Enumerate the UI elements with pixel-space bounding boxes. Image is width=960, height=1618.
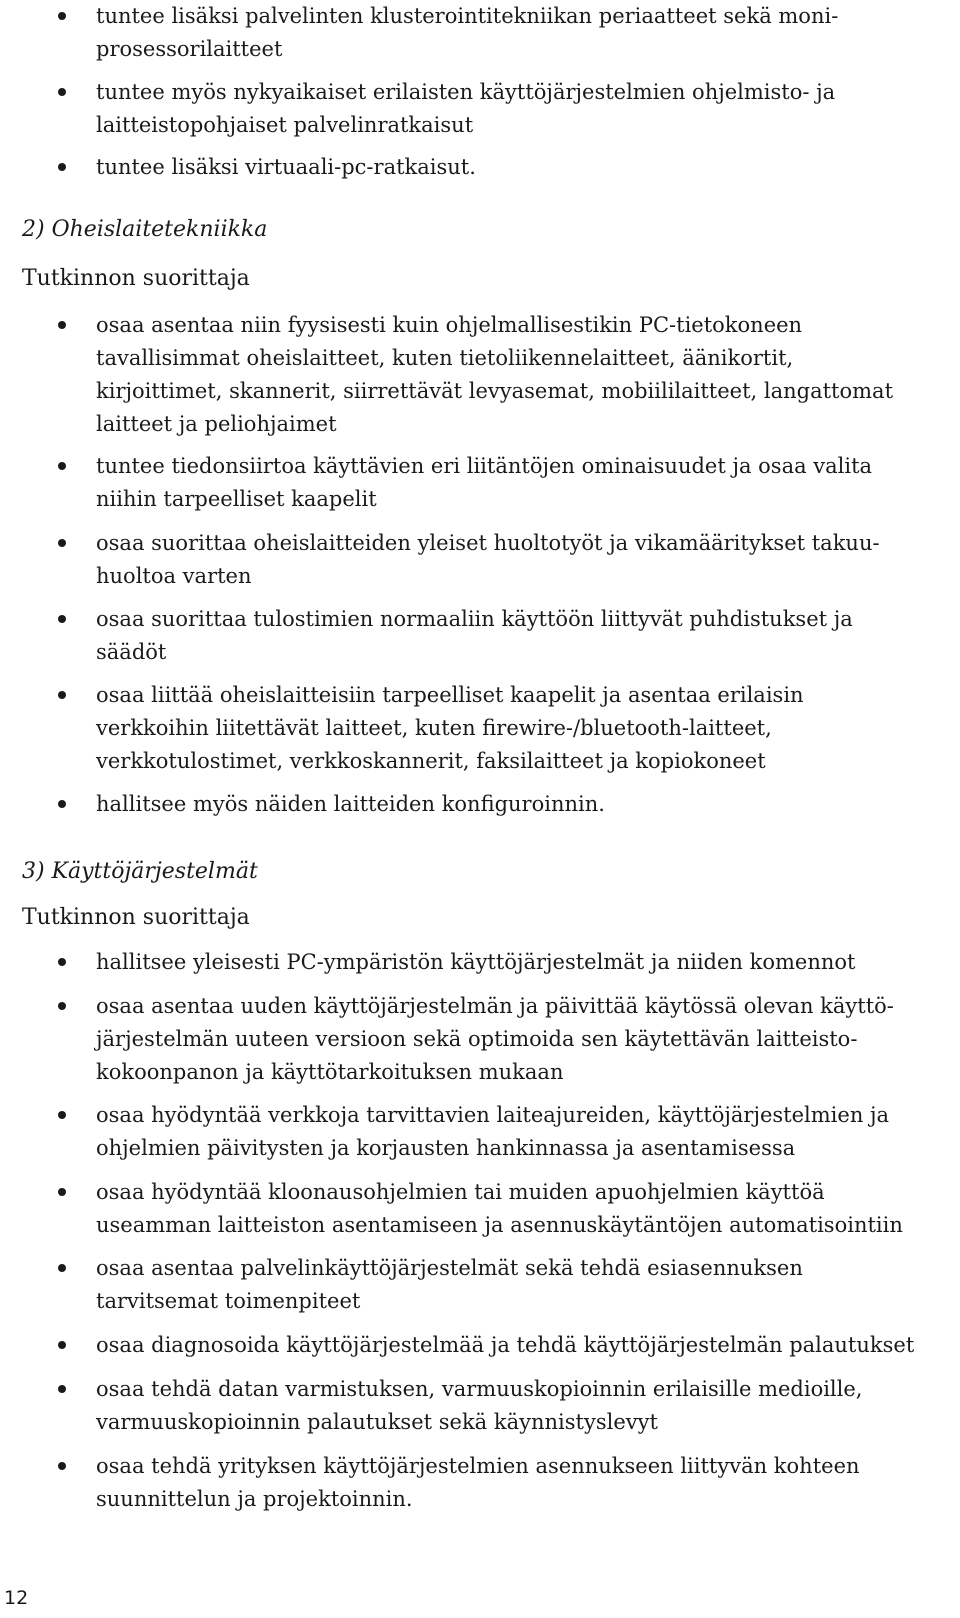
section-heading: 3) Käyttöjärjestelmät [22, 859, 258, 884]
list-item: osaa suorittaa tulostimien normaaliin käyttöön liittyvät puhdistukset ja säädöt [0, 603, 960, 669]
list-item: osaa hyödyntää kloonausohjelmien tai muiden apuohjelmien käyttöä useamman laitteiston asentamiseen ja asennuskäytäntöjen automatisointiin [0, 1176, 960, 1242]
list-item: tuntee lisäksi palvelinten klusterointitekniikan periaatteet sekä moni-prosessorilaitteet [0, 0, 960, 66]
list-item: osaa suorittaa oheislaitteiden yleiset huoltotyöt ja vikamääritykset takuu-huoltoa varten [0, 527, 960, 593]
section-subheading: Tutkinnon suorittaja [22, 905, 250, 930]
list-item: osaa diagnosoida käyttöjärjestelmää ja tehdä käyttöjärjestelmän palautukset [0, 1329, 960, 1362]
section-subheading: Tutkinnon suorittaja [22, 266, 250, 291]
list-item: hallitsee yleisesti PC-ympäristön käyttöjärjestelmät ja niiden komennot [0, 946, 960, 979]
section-heading: 2) Oheislaitetekniikka [22, 217, 268, 242]
list-item: osaa asentaa uuden käyttöjärjestelmän ja päivittää käytössä olevan käyttö-järjestelmän uuteen versioon sekä optimoida sen käytettävän laitteisto-kokoonpanon ja käyttötarkoituksen mukaan [0, 990, 960, 1089]
list-item: osaa tehdä yrityksen käyttöjärjestelmien asennukseen liittyvän kohteen suunnittelun ja projektoinnin. [0, 1450, 960, 1516]
list-item: osaa tehdä datan varmistuksen, varmuuskopioinnin erilaisille medioille, varmuuskopioinnin palautukset sekä käynnistyslevyt [0, 1373, 960, 1439]
list-item: osaa asentaa niin fyysisesti kuin ohjelmallisestikin PC-tietokoneen tavallisimmat oheislaitteet, kuten tietoliikennelaitteet, äänikortit, kirjoittimet, skannerit, siirrettävät levyasemat, mobiililaitteet, langattomat laitteet ja peliohjaimet [0, 309, 960, 441]
list-item: osaa liittää oheislaitteisiin tarpeelliset kaapelit ja asentaa erilaisin verkkoihin liitettävät laitteet, kuten firewire-/bluetooth-laitteet, verkkotulostimet, verkkoskannerit, faksilaitteet ja kopiokoneet [0, 679, 960, 778]
page-number: 12 [4, 1587, 29, 1609]
list-item: tuntee lisäksi virtuaali-pc-ratkaisut. [0, 151, 960, 184]
list-item: hallitsee myös näiden laitteiden konfiguroinnin. [0, 788, 960, 821]
list-item: tuntee myös nykyaikaiset erilaisten käyttöjärjestelmien ohjelmisto- ja laitteistopohjaiset palvelinratkaisut [0, 76, 960, 142]
list-item: tuntee tiedonsiirtoa käyttävien eri liitäntöjen ominaisuudet ja osaa valita niihin tarpeelliset kaapelit [0, 450, 960, 516]
list-item: osaa hyödyntää verkkoja tarvittavien laiteajureiden, käyttöjärjestelmien ja ohjelmien päivitysten ja korjausten hankinnassa ja asentamisessa [0, 1099, 960, 1165]
list-item: osaa asentaa palvelinkäyttöjärjestelmät sekä tehdä esiasennuksen tarvitsemat toimenpiteet [0, 1252, 960, 1318]
